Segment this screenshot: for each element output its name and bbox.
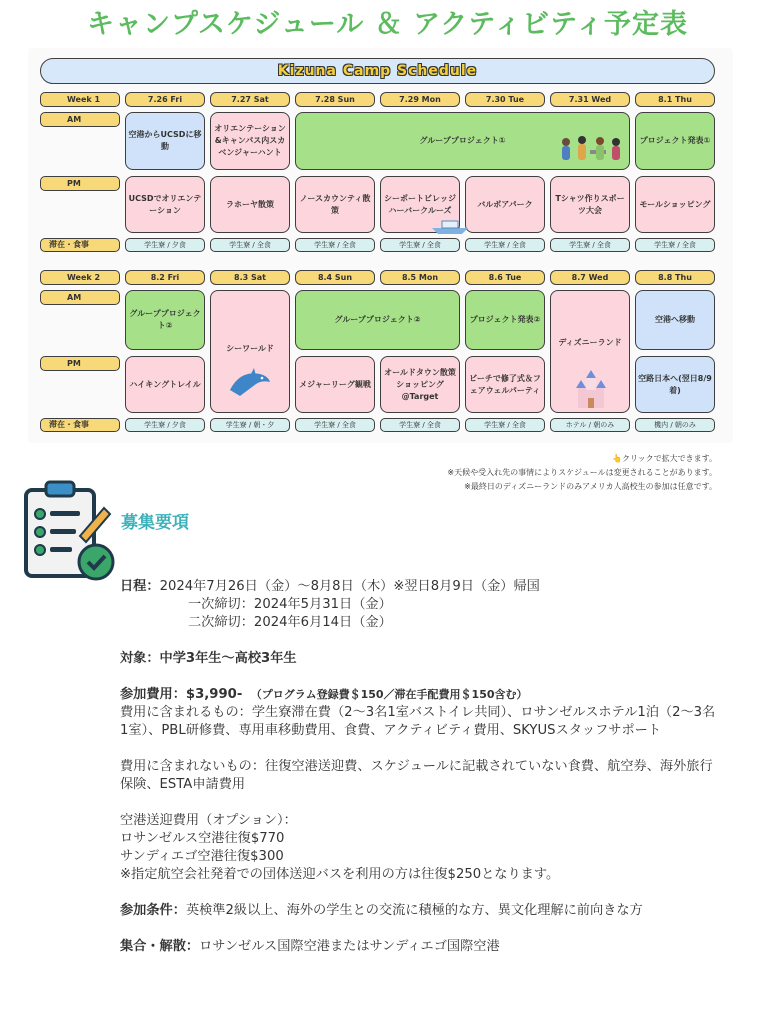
schedule-image[interactable] xyxy=(28,48,733,443)
schedule-value: 2024年7月26日（金）～8月8日（木）※翌日8月9日（金）帰国 xyxy=(159,579,540,594)
week1-pm-7: モールショッピング xyxy=(635,176,715,233)
meeting-label: 集合・解散： xyxy=(120,939,200,954)
fee-excluded: 費用に含まれないもの：往復空港送迎費、スケジュールに記載されていない食費、航空券、海外旅行保険、ESTA申請費用 xyxy=(120,759,713,792)
dolphin-illustration xyxy=(226,366,272,402)
week2-stay-3: 学生寮 / 全食 xyxy=(295,418,375,432)
schedule-banner: Kizuna Camp Schedule xyxy=(40,58,715,84)
week2-stay-5: 学生寮 / 全食 xyxy=(465,418,545,432)
conditions: 英検準2級以上、海外の学生との交流に積極的な方、異文化理解に前向きな方 xyxy=(185,903,643,918)
week2-am-1: グループプロジェクト② xyxy=(125,290,205,350)
schedule-label: 日程： xyxy=(120,579,160,594)
week1-pm-5: バルボアパーク xyxy=(465,176,545,233)
week1-stay-2: 学生寮 / 全食 xyxy=(210,238,290,252)
deadline-2: 二次締切：2024年6月14日（金） xyxy=(188,615,392,630)
week2-stay-1: 学生寮 / 夕食 xyxy=(125,418,205,432)
week1-day-5: 7.30 Tue xyxy=(465,92,545,107)
week1-day-6: 7.31 Wed xyxy=(550,92,630,107)
week1-day-1: 7.26 Fri xyxy=(125,92,205,107)
week2-day-4: 8.5 Mon xyxy=(380,270,460,285)
conditions-label: 参加条件： xyxy=(120,903,186,918)
week1-am-1: 空港からUCSDに移動 xyxy=(125,112,205,170)
week1-stay-label: 滞在・食事 xyxy=(40,238,120,252)
week2-day-3: 8.4 Sun xyxy=(295,270,375,285)
week2-stay-label: 滞在・食事 xyxy=(40,418,120,432)
week2-pm-5: ビーチで修了式＆フェアウェルパーティ xyxy=(465,356,545,413)
week2-am-3to4: グループプロジェクト② xyxy=(295,290,460,350)
fee-detail: （プログラム登録費＄150／滞在手配費用＄150含む） xyxy=(250,688,528,701)
week2-pm-3: メジャーリーグ観戦 xyxy=(295,356,375,413)
week1-day-3: 7.28 Sun xyxy=(295,92,375,107)
week2-pm-4: オールドタウン散策ショッピング@Target xyxy=(380,356,460,413)
week1-am-2: オリエンテーション&キャンパス内スカベンジャーハント xyxy=(210,112,290,170)
fee-included: 費用に含まれるもの：学生寮滞在費（2～3名1室バストイレ共同）、ロサンゼルスホテル1泊（2～3名1室）、PBL研修費、専用車移動費用、食費、アクティビティ費用、SKYUSスタッフサポート xyxy=(120,705,716,738)
week2-am-7: 空港へ移動 xyxy=(635,290,715,350)
week1-day-7: 8.1 Thu xyxy=(635,92,715,107)
page-title: キャンプスケジュール ＆ アクティビティ予定表 xyxy=(87,9,688,40)
week1-pm-2: ラホーヤ散策 xyxy=(210,176,290,233)
week1-stay-7: 学生寮 / 全食 xyxy=(635,238,715,252)
click-to-enlarge-note[interactable]: 👆クリックで拡大できます。 xyxy=(612,454,717,463)
week1-stay-3: 学生寮 / 全食 xyxy=(295,238,375,252)
clipboard-checklist-icon xyxy=(22,480,118,582)
disney-note: ※最終日のディズニーランドのみアメリカ人高校生の参加は任意です。 xyxy=(464,482,717,491)
week1-day-2: 7.27 Sat xyxy=(210,92,290,107)
boat-illustration xyxy=(430,216,470,236)
week1-am-7: プロジェクト発表① xyxy=(635,112,715,170)
week1-am-label: AM xyxy=(40,112,120,127)
week1-stay-1: 学生寮 / 夕食 xyxy=(125,238,205,252)
week2-pm-7: 空路日本へ(翌日8/9着) xyxy=(635,356,715,413)
week1-pm-1: UCSDでオリエンテーション xyxy=(125,176,205,233)
week2-day-6: 8.7 Wed xyxy=(550,270,630,285)
week1-day-4: 7.29 Mon xyxy=(380,92,460,107)
week2-am-label: AM xyxy=(40,290,120,305)
week1-pm-label: PM xyxy=(40,176,120,191)
week2-label: Week 2 xyxy=(40,270,120,285)
week2-stay-7: 機内 / 朝のみ xyxy=(635,418,715,432)
airport-la: ロサンゼルス空港往復$770 xyxy=(120,831,285,846)
week2-day-5: 8.6 Tue xyxy=(465,270,545,285)
castle-illustration xyxy=(574,370,608,410)
meeting: ロサンゼルス国際空港またはサンディエゴ国際空港 xyxy=(199,939,500,954)
week1-am-3to6: グループプロジェクト① xyxy=(295,112,630,170)
week1-stay-5: 学生寮 / 全食 xyxy=(465,238,545,252)
recruit-details xyxy=(120,578,720,956)
week1-stay-4: 学生寮 / 全食 xyxy=(380,238,460,252)
week2-day-2: 8.3 Sat xyxy=(210,270,290,285)
week2-fullday-2: シーワールド xyxy=(210,290,290,413)
week2-stay-4: 学生寮 / 全食 xyxy=(380,418,460,432)
schedule-notes xyxy=(447,452,717,494)
week2-pm-1: ハイキングトレイル xyxy=(125,356,205,413)
week2-day-1: 8.2 Fri xyxy=(125,270,205,285)
airport-sd: サンディエゴ空港往復$300 xyxy=(120,849,284,864)
airport-note: ※指定航空会社発着での団体送迎バスを利用の方は往復$250となります。 xyxy=(120,867,560,882)
week2-pm-label: PM xyxy=(40,356,120,371)
target: 対象：中学3年生～高校3年生 xyxy=(120,651,297,666)
week2-stay-6: ホテル / 朝のみ xyxy=(550,418,630,432)
week1-pm-3: ノースカウンティ散策 xyxy=(295,176,375,233)
fee-label: 参加費用：$3,990- xyxy=(120,687,243,702)
deadline-1: 一次締切：2024年5月31日（金） xyxy=(188,597,392,612)
group-people-illustration xyxy=(556,132,626,168)
recruit-heading: 募集要項 xyxy=(121,513,189,533)
airport-title: 空港送迎費用（オプション）： xyxy=(120,813,297,828)
schedule-change-note: ※天候や受入れ先の事情によりスケジュールは変更されることがあります。 xyxy=(447,468,717,477)
week1-stay-6: 学生寮 / 全食 xyxy=(550,238,630,252)
week2-am-5: プロジェクト発表② xyxy=(465,290,545,350)
week2-day-7: 8.8 Thu xyxy=(635,270,715,285)
week2-stay-2: 学生寮 / 朝・夕 xyxy=(210,418,290,432)
week1-pm-4: シーポートビレッジハーバークルーズ xyxy=(380,176,460,233)
week1-pm-6: Tシャツ作りスポーツ大会 xyxy=(550,176,630,233)
week1-label: Week 1 xyxy=(40,92,120,107)
week2-fullday-6: ディズニーランド xyxy=(550,290,630,413)
